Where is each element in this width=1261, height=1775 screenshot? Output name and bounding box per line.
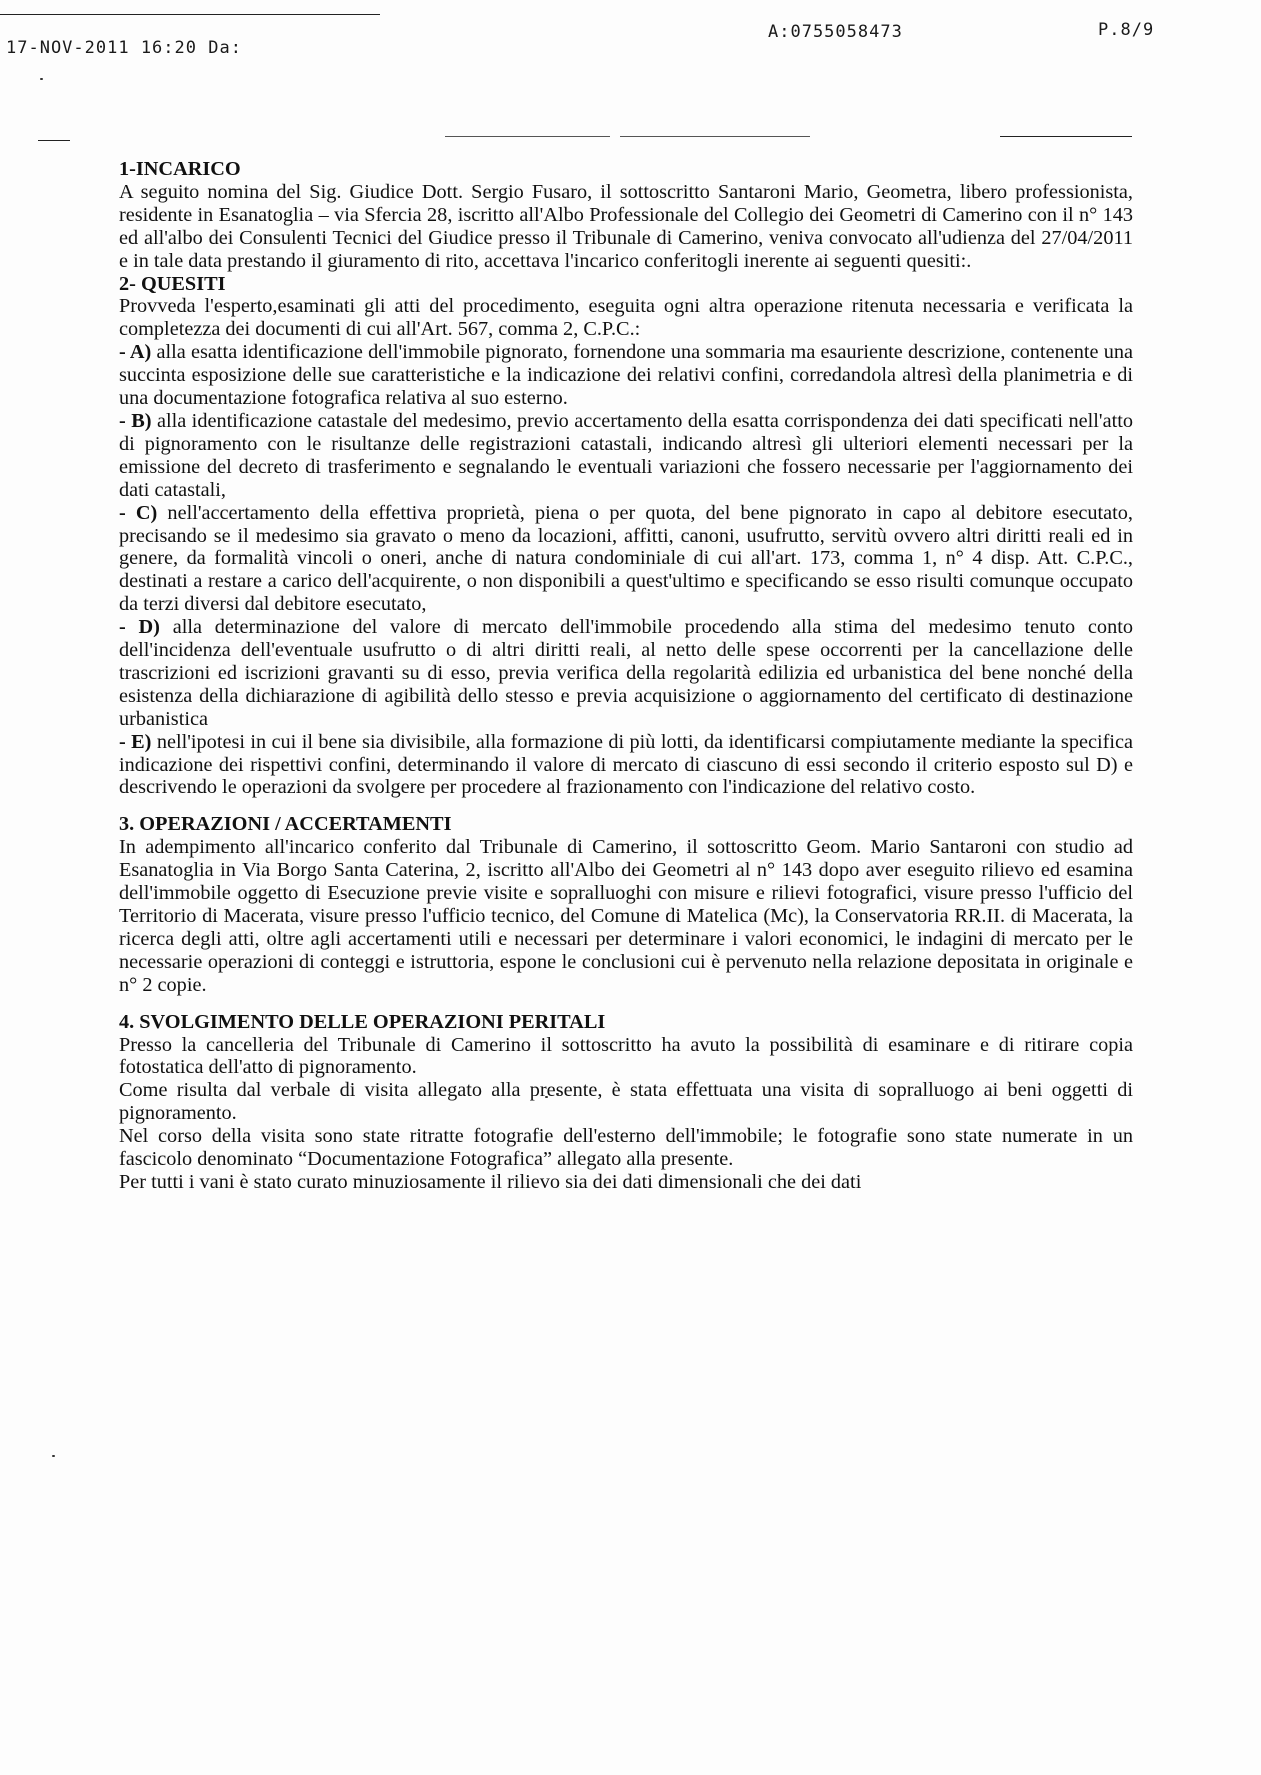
quesito-label: - B)	[119, 409, 152, 432]
quesito-label: - D)	[119, 616, 160, 639]
svolgimento-paragraph: Nel corso della visita sono state ritratte fotografie dell'esterno dell'immobile; le fotografie sono state numerate in un fascicolo denominato “Documentazione Fotografica” allegato alla presente.	[119, 1125, 1133, 1171]
fax-page-number: P.8/9	[1098, 20, 1155, 40]
quesito-label: - A)	[119, 341, 152, 364]
header-rule-mid	[620, 136, 810, 137]
quesito-text: alla esatta identificazione dell'immobile pignorato, fornendone una sommaria ma esauriente descrizione, contenente una succinta esposizione delle sue caratteristiche e la indicazione dei relativi confini, corredandola altresì della planimetria e di una documentazione fotografica relativa al suo esterno.	[119, 341, 1134, 410]
section-gap	[119, 799, 1133, 813]
quesito-text: alla determinazione del valore di mercato dell'immobile procedendo alla stima del medesimo tenuto conto dell'incidenza dell'eventuale usufrutto o di altri diritti reali, al netto delle spese occorrenti per la cancellazione delle trascrizioni ed iscrizioni gravanti su di esso, previa verifica della regolarità edilizia ed urbanistica del bene nonché della esistenza della dichiarazione di agibilità dello stesso e previa acquisizione o aggiornamento del certificato di destinazione urbanistica	[119, 616, 1133, 730]
fax-top-rule	[0, 14, 380, 15]
quesito-item	[119, 731, 1133, 800]
quesito-text: nell'accertamento della effettiva proprietà, piena o per quota, del bene pignorato in capo al debitore esecutato, precisando se il medesimo sia gravato o meno da locazioni, affitti, canoni, usufrutto, servitù ovvero altri diritti reali ed in genere, da formalità vincoli o oneri, anche di natura condominiale di cui all'art. 173, comma 1, n° 4 disp. Att. C.P.C., destinati a restare a carico dell'acquirente, o non disponibili a quest'ultimo e specificando se esso risulti comunque occupato da terzi diversi dal debitore esecutato,	[119, 501, 1133, 616]
quesito-item	[119, 616, 1133, 731]
scan-speck	[40, 78, 43, 80]
quesito-item	[119, 502, 1133, 617]
section-text-operazioni: In adempimento all'incarico conferito dal Tribunale di Camerino, il sottoscritto Geom. Mario Santaroni con studio ad Esanatoglia in Via Borgo Santa Caterina, 2, iscritto all'Albo dei Geometri al n° 143 dopo aver eseguito rilievo ed esamina dell'immobile oggetto di Esecuzione previe visite e sopralluoghi con misure e rilievi fotografici, visure presso l'ufficio del Territorio di Macerata, visure presso l'ufficio tecnico, del Comune di Matelica (Mc), la Conservatoria RR.II. di Macerata, la ricerca degli atti, oltre agli accertamenti utili e necessari per determinare i valori economici, le indagini di mercato per le necessarie operazioni di conteggi e istruttoria, espone le conclusioni cui è pervenuto nella relazione depositata in originale e n° 2 copie.	[119, 836, 1133, 996]
section-gap	[119, 997, 1133, 1011]
svolgimento-paragraph: Come risulta dal verbale di visita allegato alla presente, è stata effettuata una visita di sopralluogo ai beni oggetti di pignoramento.	[119, 1079, 1133, 1125]
quesito-text: nell'ipotesi in cui il bene sia divisibile, alla formazione di più lotti, da identificarsi compiutamente mediante la specifica indicazione dei rispettivi confini, determinando il valore di mercato di ciascuno di essi secondo il criterio esposto sul D) e descrivendo le operazioni da svolgere per procedere al frazionamento con l'indicazione del relativo costo.	[119, 730, 1133, 799]
fax-recipient-number: A:0755058473	[768, 22, 903, 42]
header-rule-right	[1000, 136, 1132, 137]
scan-speck	[52, 1455, 55, 1457]
quesito-label: - E)	[119, 730, 152, 753]
header-rule-left	[445, 136, 610, 137]
fax-datetime: 17-NOV-2011 16:20 Da:	[6, 38, 242, 58]
scan-mark	[38, 140, 70, 141]
section-heading-svolgimento: 4. SVOLGIMENTO DELLE OPERAZIONI PERITALI	[119, 1010, 606, 1033]
quesito-item	[119, 341, 1133, 410]
quesito-text: alla identificazione catastale del medesimo, previo accertamento della esatta corrispondenza dei dati specificati nell'atto di pignoramento con le risultanze delle registrazioni catastali, indicando altresì gli ulteriori elementi necessari per la emissione del decreto di trasferimento e segnalando le eventuali variazioni che fossero necessarie per l'aggiornamento dei dati catastali,	[119, 409, 1133, 501]
svolgimento-paragraph: Per tutti i vani è stato curato minuziosamente il rilievo sia dei dati dimensionali che dei dati	[119, 1170, 862, 1193]
section-heading-operazioni: 3. OPERAZIONI / ACCERTAMENTI	[119, 813, 452, 836]
quesiti-intro: Provveda l'esperto,esaminati gli atti del procedimento, eseguita ogni altra operazione ritenuta necessaria e verificata la completezza dei documenti di cui all'Art. 567, comma 2, C.P.C.:	[119, 295, 1133, 341]
section-text-incarico: A seguito nomina del Sig. Giudice Dott. Sergio Fusaro, il sottoscritto Santaroni Mario, Geometra, libero professionista, residente in Esanatoglia – via Sfercia 28, iscritto all'Albo Professionale del Collegio dei Geometri di Camerino con il n° 143 ed all'albo dei Consulenti Tecnici del Giudice presso il Tribunale di Camerino, veniva convocato all'udienza del 27/04/2011 e in tale data prestando il giuramento di rito, accettava l'incarico conferitogli inerente ai seguenti quesiti:.	[119, 180, 1133, 272]
svolgimento-paragraph: Presso la cancelleria del Tribunale di Camerino il sottoscritto ha avuto la possibilità di esaminare e di ritirare copia fotostatica dell'atto di pignoramento.	[119, 1033, 1133, 1079]
quesito-item	[119, 410, 1133, 502]
quesito-label: - C)	[119, 501, 158, 524]
section-heading-quesiti: 2- QUESITI	[119, 272, 226, 295]
document-body	[119, 158, 1133, 1194]
section-heading-incarico: 1-INCARICO	[119, 158, 241, 180]
